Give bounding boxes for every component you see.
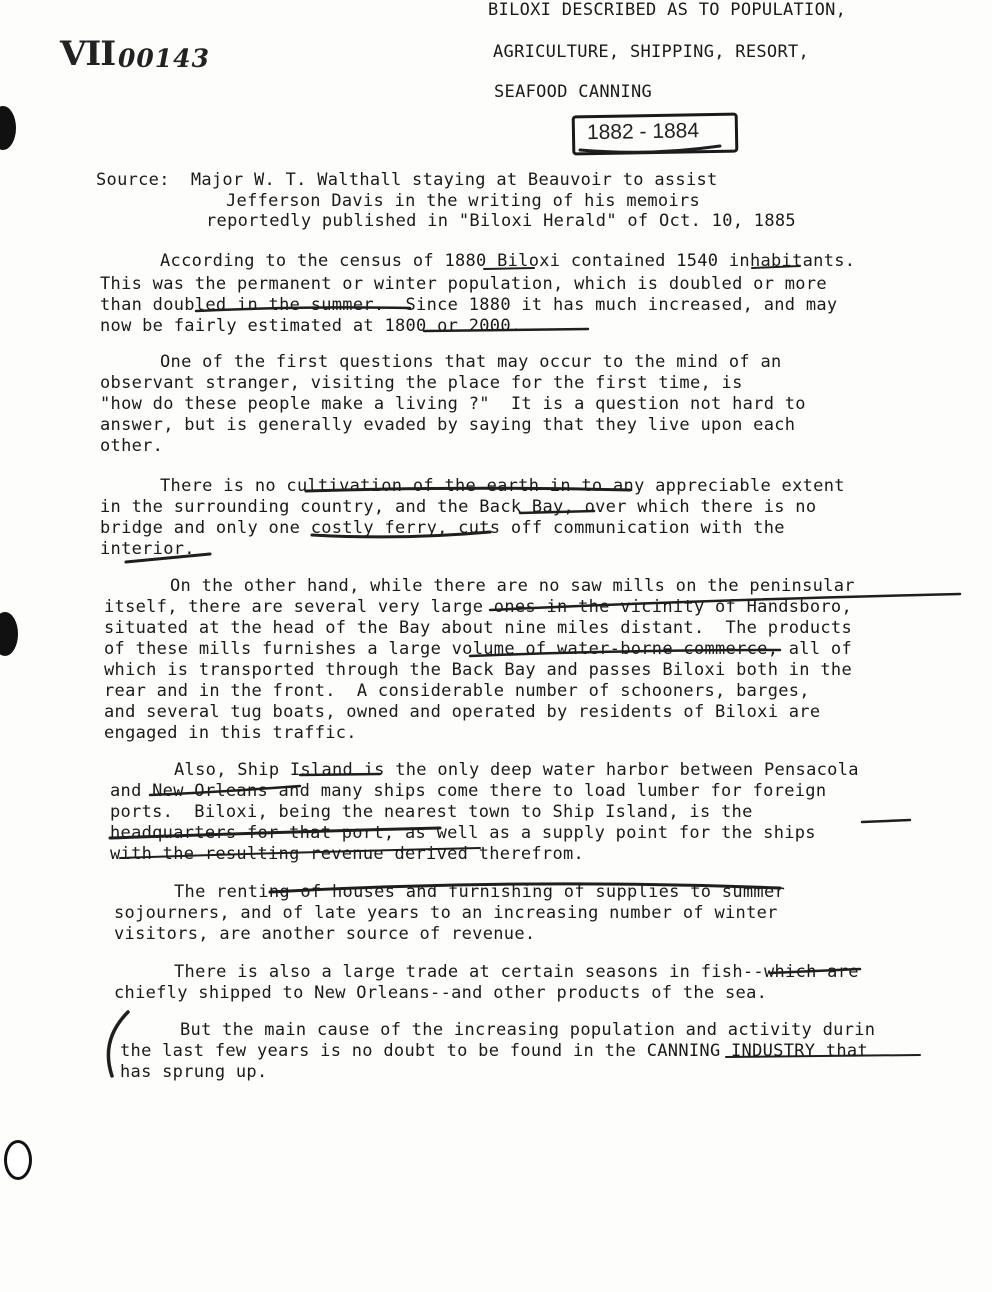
p3-line-3: bridge and only one costly ferry, cuts off communication with the xyxy=(100,518,785,538)
p3-line-2: in the surrounding country, and the Back Bay, over which there is no xyxy=(100,497,817,517)
p2-line-2: observant stranger, visiting the place for the first time, is xyxy=(100,373,743,393)
p5-line-4: headquarters for that port, as well as a supply point for the ships xyxy=(110,823,816,843)
p4-line-6: rear and in the front. A considerable number of schooners, barges, xyxy=(104,681,810,701)
p3-line-1: There is no cultivation of the earth in to any appreciable extent xyxy=(160,476,845,496)
p5-line-3: ports. Biloxi, being the nearest town to Ship Island, is the xyxy=(110,802,753,822)
title-line-2: AGRICULTURE, SHIPPING, RESORT, xyxy=(493,42,810,62)
p5-line-1: Also, Ship Island is the only deep water harbor between Pensacola xyxy=(174,760,859,780)
p4-line-1: On the other hand, while there are no saw mills on the peninsular xyxy=(170,576,855,596)
punch-hole-middle xyxy=(0,612,18,656)
p6-line-2: sojourners, and of late years to an increasing number of winter xyxy=(114,903,778,923)
document-number: 00143 xyxy=(118,44,210,73)
p4-line-2: itself, there are several very large ones in the vicinity of Handsboro, xyxy=(104,597,852,617)
p5-line-5: with the resulting revenue derived therefrom. xyxy=(110,844,585,864)
p1-line-1: According to the census of 1880 Biloxi contained 1540 inhabitants. xyxy=(160,251,856,271)
p4-line-3: situated at the head of the Bay about nine miles distant. The products xyxy=(104,618,852,638)
p2-line-5: other. xyxy=(100,436,164,456)
p1-line-2: This was the permanent or winter population, which is doubled or more xyxy=(100,274,827,294)
source-line-3: reportedly published in "Biloxi Herald" of Oct. 10, 1885 xyxy=(206,211,796,231)
date-range: 1882 - 1884 xyxy=(586,119,700,145)
p1-line-3: than doubled in the summer. Since 1880 it has much increased, and may xyxy=(100,295,838,315)
p4-line-7: and several tug boats, owned and operated by residents of Biloxi are xyxy=(104,702,821,722)
p4-line-5: which is transported through the Back Bay and passes Biloxi both in the xyxy=(104,660,852,680)
punch-hole-bottom xyxy=(4,1140,32,1180)
p8-line-3: has sprung up. xyxy=(120,1062,268,1082)
p8-line-2: the last few years is no doubt to be found in the CANNING INDUSTRY that xyxy=(120,1041,868,1061)
p4-line-8: engaged in this traffic. xyxy=(104,723,357,743)
p2-line-3: "how do these people make a living ?" It is a question not hard to xyxy=(100,394,806,414)
p3-line-4: interior. xyxy=(100,539,195,559)
p7-line-2: chiefly shipped to New Orleans--and other products of the sea. xyxy=(114,983,768,1003)
title-line-3: SEAFOOD CANNING xyxy=(494,82,653,102)
p6-line-1: The renting of houses and furnishing of supplies to summer xyxy=(174,882,786,902)
source-line-1: Source: Major W. T. Walthall staying at Beauvoir to assist xyxy=(96,170,718,190)
p7-line-1: There is also a large trade at certain seasons in fish--which are xyxy=(174,962,859,982)
date-stamp-box xyxy=(572,113,739,156)
p5-line-2: and New Orleans and many ships come there to load lumber for foreign xyxy=(110,781,827,801)
title-line-1: BILOXI DESCRIBED AS TO POPULATION, xyxy=(488,0,847,20)
source-line-2: Jefferson Davis in the writing of his memoirs xyxy=(226,191,701,211)
p2-line-1: One of the first questions that may occur to the mind of an xyxy=(160,352,782,372)
p6-line-3: visitors, are another source of revenue. xyxy=(114,924,536,944)
roman-numeral: VII xyxy=(60,34,116,74)
p1-line-4: now be fairly estimated at 1800 or 2000. xyxy=(100,316,522,336)
p8-line-1: But the main cause of the increasing population and activity durin xyxy=(180,1020,876,1040)
punch-hole-top xyxy=(0,106,16,150)
underline-ships xyxy=(862,820,910,822)
p2-line-4: answer, but is generally evaded by saying that they live upon each xyxy=(100,415,796,435)
p4-line-4: of these mills furnishes a large volume of water-borne commerce, all of xyxy=(104,639,852,659)
